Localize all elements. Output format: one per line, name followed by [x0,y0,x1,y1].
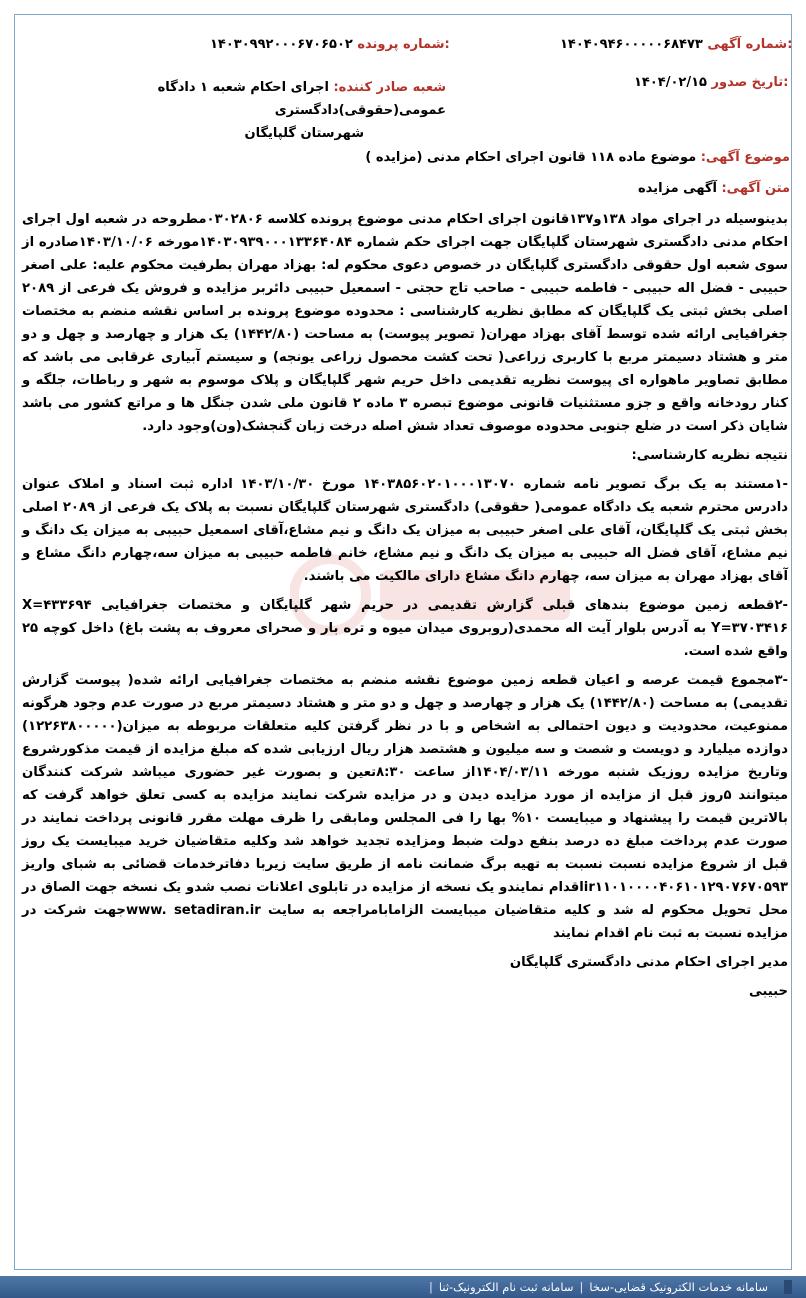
result-title: نتیجه نظریه کارشناسی: [631,448,788,463]
footer-separator-end: | [428,1280,433,1294]
case-number-label: شماره پرونده: [357,37,450,52]
footer-bar [0,1276,806,1298]
issue-date-value: ۱۴۰۴/۰۲/۱۵ [634,75,707,90]
signature-title: مدیر اجرای احکام مدنی دادگستری گلپایگان [509,955,788,970]
subject-value: موضوع ماده ۱۱۸ قانون اجرای احکام مدنی (مزایده ) [365,150,697,165]
result-item-3: -۳مجموع قیمت عرصه و اعیان قطعه زمین موضوع نقشه منضم به مختصات جغرافیایی ارائه شده( پیوست گزارش تقدیمی) به مساحت (۱۴۴۲/۸۰) یک هزار و چهارصد و چهل و دو متر و هشتاد دسیمتر مربع در صورت عدم وجود هرگونه ممنوعیت، محدودیت و دیون احتمالی به اشخاص و با در نظر گرفتن کلیه متعلقات مربوطه به میزان(۱۲۲۶۳۸۰۰۰۰۰) دوازده میلیارد و دویست و شصت و سه میلیون و هشتصد هزار ریال ارزیابی شده که مبلغ مزایده از قیمت مذکورشروع وتاریخ مزایده روزیک شنبه مورخه ۱۴۰۴/۰۳/۱۱از ساعت ۸:۳۰تعین و بصورت غیر حضوری میباشد شرکت کنندگان میتوانند ۵روز قبل از مزایده از مورد مزایده دیدن و در مزایده شرکت نمایند مزایده به کسی تعلق خواهد گرفت که بالاترین قیمت را پیشنهاد و میبایست ۱۰% بها را فی المجلس ومابقی را ظرف مهلت مقرر قانونی پرداخت نمایند در صورت عدم پرداخت مبلغ ده درصد بنفع دولت ضبط ومزایده تجدید خواهد شد وکلیه متقاضیان خرید میبایست یک روز قبل از شروع مزایده نسبت نسبت به تهیه برگ ضمانت نامه از طریق سایت زیربا دفاترخدمات قضائی به شبای واریز ir۱۱۰۱۰۰۰۰۴۰۶۱۰۱۲۹۰۷۶۷۰۵۹۳اقدام نمایندو یک نسخه از مزایده در تابلوی اعلانات نصب شدو یک نسخه جهت الصاق در محل تحویل محکوم له شد و کلیه متقاضیان میبایست الزامابامراجعه به سایت www. setadiran.irجهت شرکت در مزایده نسبت به ثبت نام اقدام نمایند [22,673,789,941]
text-label: متن آگهی: [721,181,790,196]
footer-marker-icon [784,1280,792,1294]
text-title: آگهی مزایده [638,181,717,196]
case-number-value: ۱۴۰۳۰۹۹۲۰۰۰۶۷۰۶۵۰۲ [210,37,353,52]
footer-links [0,1280,806,1294]
issue-date-field [634,75,788,90]
subject-label: موضوع آگهی: [700,150,790,165]
result-item-2: -۲قطعه زمین موضوع بندهای قبلی گزارش تقدیمی در حریم شهر گلپایگان و مختصات جغرافیایی X=۴۳۳۶۹۴ Y=۳۷۰۳۴۱۶ به آدرس بلوار آیت اله محمدی(روبروی میدان میوه و تره بار و صحرای معروف به پشت باغ) داخل کوچه ۲۵ واقع شده است. [22,598,788,659]
notice-number-field [560,37,792,52]
footer-separator: | [579,1280,584,1294]
issuing-branch-field [66,76,446,145]
text-title-field [638,181,790,196]
signature-name: حبیبی [749,984,788,999]
issuing-branch-value-line2: شهرستان گلپایگان [244,126,364,141]
notice-body [22,208,788,1009]
subject-field [365,150,790,165]
issue-date-label: تاریخ صدور: [711,75,789,90]
intro-paragraph: بدینوسیله در اجرای مواد ۱۳۸و۱۳۷قانون اجرای احکام مدنی موضوع پرونده کلاسه ۰۳۰۲۸۰۶مطروحه در شعبه اول اجرای احکام مدنی دادگستری شهرستان گلپایگان جهت اجرای حکم شماره ۱۴۰۳۰۹۳۹۰۰۰۱۳۳۶۴۰۸۴مورخه ۱۴۰۳/۱۰/۰۶صادره از سوی شعبه اول حقوقی دادگستری گلپایگان در خصوص دعوی محکوم له: بهزاد مهران بطرفیت محکوم علیه: علی اصغر حبیبی - فضل اله حبیبی - فاطمه حبیبی - صاحب تاج حجتی - اسمعیل حبیبی دائربر مزایده و فروش یک فرعی از ۲۰۸۹ اصلی بخش ثبتی یک گلپایگان که مطابق نظریه کارشناسی : محدوده موضوع پرونده بر اساس نقشه منضم به مختصات جغرافیایی ارائه شده توسط آقای بهزاد مهران( تصویر پیوست) به مساحت (۱۴۴۲/۸۰) یک هزار و چهارصد و چهل و دو متر و هشتاد دسیمتر مربع با کاربری زراعی( تحت کشت محصول زراعی یونجه) و سیستم آبیاری غرقابی می باشد که مطابق تصاویر ماهواره ای پیوست نظریه تقدیمی داخل حریم شهر گلپایگان و پلاک موسوم به شهر و رباطات، جلگه و کنار رودخانه واقع و جزو مستثنیات قانونی موضوع تبصره ۳ ماده ۲ قانون ملی شدن جنگل ها و مراتع کشور می باشد شایان ذکر است در ضلع جنوبی محدوده موصوف تعداد شش اصله درخت زبان گنجشک(ون)وجود دارد. [22,212,789,434]
issuing-branch-value: اجرای احکام شعبه ۱ دادگاه عمومی(حقوقی)دادگستری [157,80,446,118]
notice-number-label: شماره آگهی: [707,37,793,52]
issuing-branch-label: شعبه صادر کننده: [333,80,446,95]
footer-link-sakha[interactable]: سامانه خدمات الکترونیک قضایی-سخا [589,1280,768,1294]
notice-number-value: ۱۴۰۴۰۹۴۶۰۰۰۰۰۶۸۴۷۳ [560,37,703,52]
result-item-1: -۱مستند به یک برگ تصویر نامه شماره ۱۴۰۳۸۵۶۰۲۰۱۰۰۰۱۳۰۷۰ مورخ ۱۴۰۳/۱۰/۳۰ اداره ثبت اسناد و املاک عنوان دادرس محترم شعبه یک دادگاه عمومی( حقوقی) دادگستری شهرستان گلپایگان نسبت به پلاک یک فرعی از ۲۰۸۹ اصلی بخش ثبتی یک گلپایگان، آقای علی اصغر حبیبی به میزان یک دانگ و نیم مشاع،آقای اسمعیل حبیبی به میزان یک دانگ و نیم مشاع، آقای فضل اله حبیبی به میزان یک دانگ و نیم مشاع، خانم فاطمه حبیبی به میزان سه،چهارم دانگ مشاع و آقای بهزاد مهران به میزان سه، چهارم دانگ مشاع دارای مالکیت می باشند. [22,477,788,584]
case-number-field [210,37,450,52]
footer-link-sana[interactable]: سامانه ثبت نام الکترونیک-ثنا [438,1280,574,1294]
